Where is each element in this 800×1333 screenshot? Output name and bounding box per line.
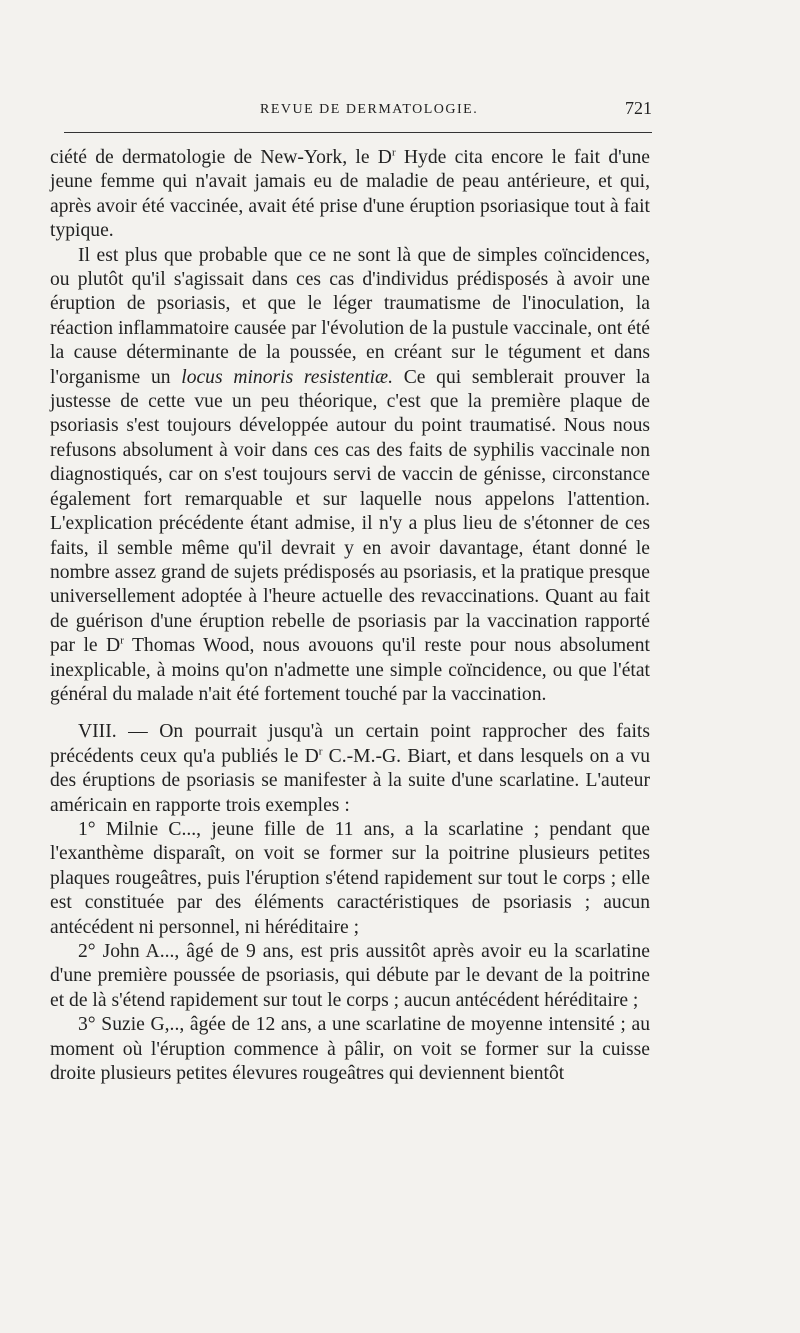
paragraph-3 (50, 720, 650, 818)
body-text (50, 146, 650, 1086)
paragraph-5 (50, 940, 650, 1013)
paragraph-4 (50, 818, 650, 940)
paragraph-1-part-a: ciété de dermatologie de New-York, le D (50, 147, 392, 168)
paragraph-3-part-a: VIII. — On pourrait jusqu'à un certain point rapprocher des faits précédents ceux qu'a publiés le D (50, 721, 650, 767)
paragraph-2 (50, 244, 650, 708)
paragraph-2-part-b: Ce qui semblerait prouver la justesse de cette vue un peu théorique, c'est que la première plaque de psoriasis s'est toujours développée autour du point traumatisé. Nous nous refusons absolument à voir dans ces cas des faits de syphilis vaccinale non diagnostiqués, car on s'est toujours servi de vaccin de génisse, circonstance également fort remarquable et sur laquelle nous appelons l'attention. L'explication précédente étant admise, il n'y a plus lieu de s'étonner de ces faits, il semble même qu'il devrait y en avoir davantage, étant donné le nombre assez grand de sujets prédisposés au psoriasis, et la pratique presque universellement adoptée à l'heure actuelle des revaccinations. Quant au fait de guérison d'une éruption rebelle de psoriasis par la vaccination rapporté par le D (50, 366, 650, 657)
paragraph-1-part-b: Hyde cita encore le fait d'une jeune femme qui n'avait jamais eu de maladie de peau antérieure, et qui, après avoir été vaccinée, avait été prise d'une éruption psoriasique tout à fait typique. (50, 147, 651, 242)
paragraph-2-part-a: Il est plus que probable que ce ne sont là que de simples coïncidences, ou plutôt qu'il s'agissait dans ces cas d'individus prédisposés à avoir une éruption de psoriasis, et que le léger traumatisme de l'inoculation, la réaction inflammatoire causée par l'évolution de la pustule vaccinale, ont été la cause déterminante de la poussée, en créant sur le tégument et dans l'organisme un (50, 244, 650, 388)
paragraph-1-sup: r (391, 146, 396, 159)
paragraph-3-sup: r (318, 745, 323, 758)
running-title: REVUE DE DERMATOLOGIE. (260, 102, 479, 117)
running-head (60, 98, 660, 126)
paragraph-2-part-c: Thomas Wood, nous avouons qu'il reste pour nous absolument inexplicable, à moins qu'on n'admette une simple coïncidence, ou que l'état général du malade n'ait été fortement touché par la vaccination. (50, 635, 650, 705)
paragraph-4-text: 1° Milnie C..., jeune fille de 11 ans, a la scarlatine ; pendant que l'exanthème disparaît, on voit se former sur la poitrine plusieurs petites plaques rougeâtres, puis l'éruption s'étend rapidement sur tout le corps ; elle est constituée par des éléments caractéristiques de psoriasis ; aucun antécédent ni personnel, ni héréditaire ; (50, 818, 650, 938)
header-rule (64, 132, 652, 133)
paragraph-3-part-b: C.-M.-G. Biart, et dans lesquels on a vu des éruptions de psoriasis se manifester à la suite d'une scarlatine. L'auteur américain en rapporte trois exemples : (50, 745, 650, 816)
paragraph-6 (50, 1013, 650, 1086)
paragraph-6-text: 3° Suzie G,.., âgée de 12 ans, a une scarlatine de moyenne intensité ; au moment où l'éruption commence à pâlir, on voit se former sur la cuisse droite plusieurs petites élevures rougeâtres qui deviennent bientôt (50, 1014, 650, 1085)
paragraph-5-text: 2° John A..., âgé de 9 ans, est pris aussitôt après avoir eu la scarlatine d'une première poussée de psoriasis, qui débute par le devant de la poitrine et de là s'étend rapidement sur tout le corps ; aucun antécédent héréditaire ; (50, 941, 650, 1011)
paragraph-2-sup: r (120, 634, 124, 647)
paragraph-1 (50, 146, 650, 244)
page-number: 721 (625, 98, 652, 118)
paragraph-2-latin-phrase: locus minoris resistentiæ. (181, 366, 393, 388)
